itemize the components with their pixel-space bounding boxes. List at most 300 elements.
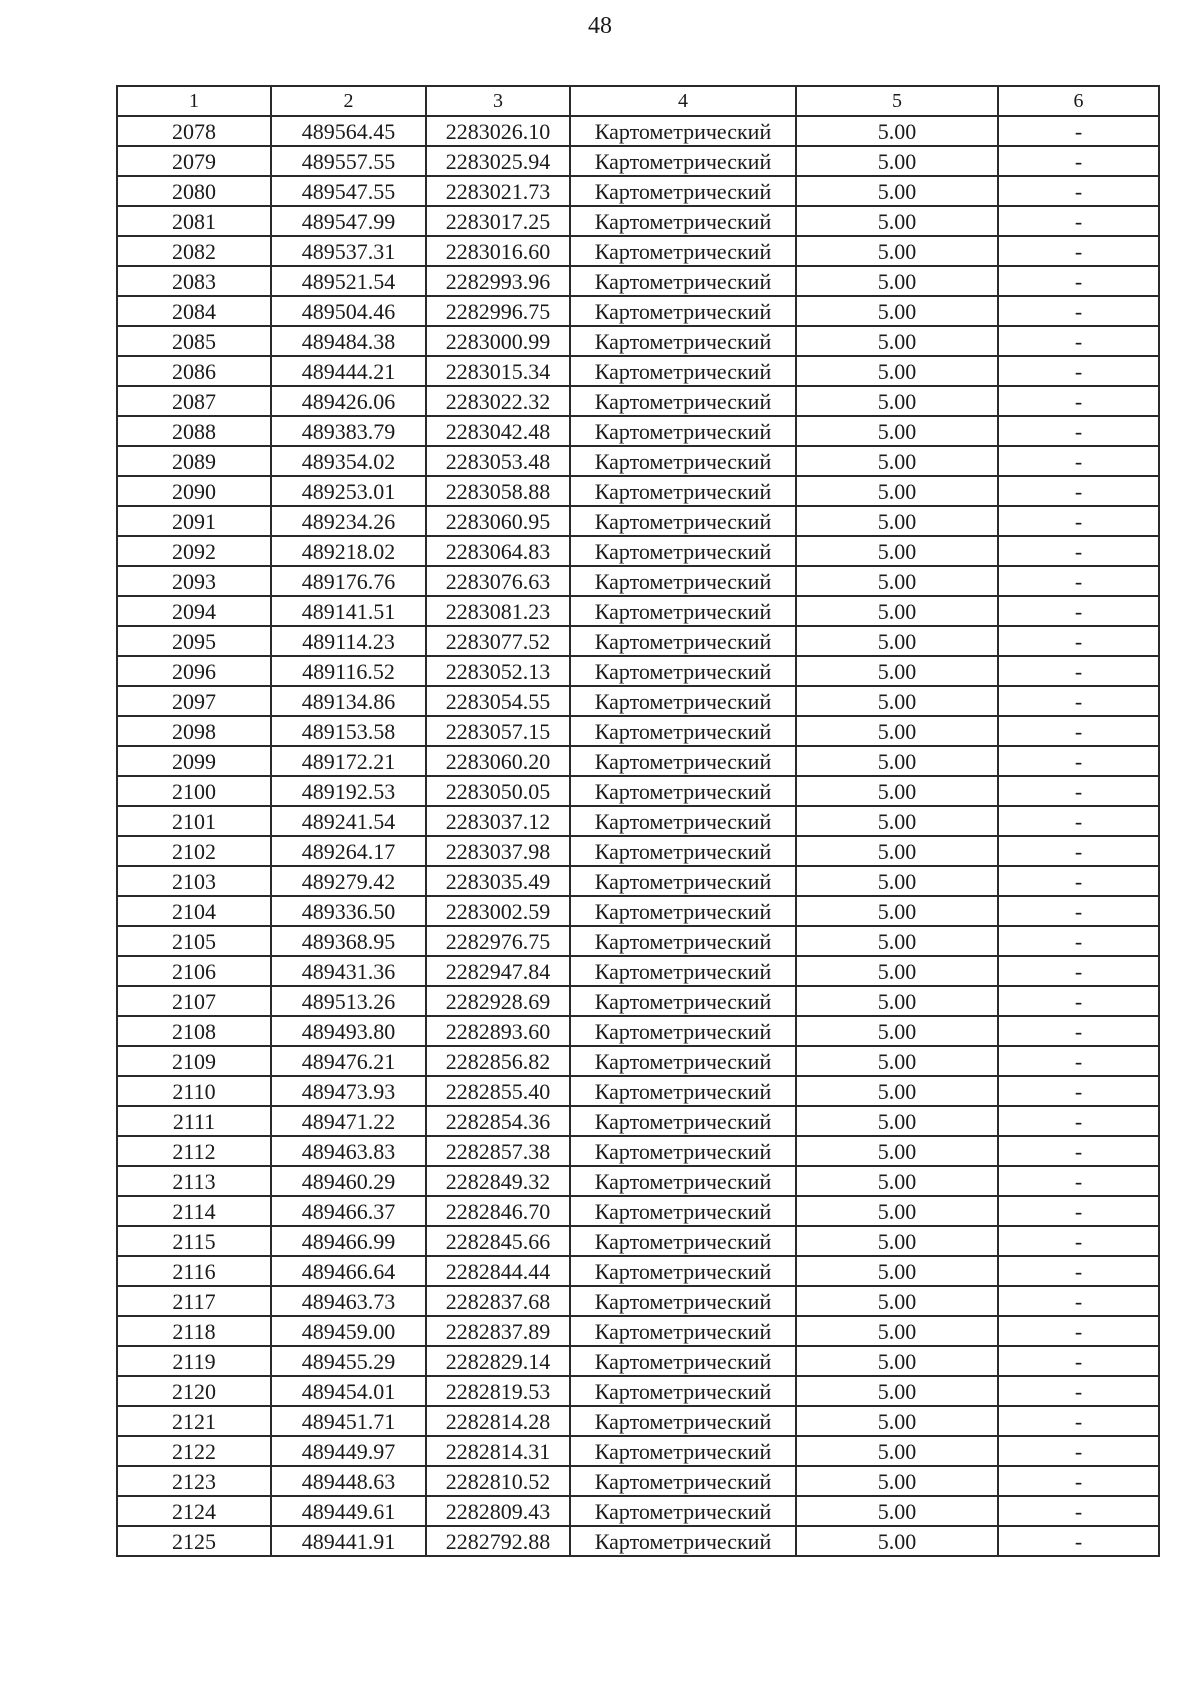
y-coordinate-cell: 2282854.36 <box>426 1106 570 1136</box>
y-coordinate-cell: 2283025.94 <box>426 146 570 176</box>
point-number-cell: 2100 <box>117 776 271 806</box>
point-number-cell: 2111 <box>117 1106 271 1136</box>
table-row <box>117 1316 1159 1346</box>
accuracy-cell: 5.00 <box>796 596 998 626</box>
description-cell: - <box>998 986 1159 1016</box>
x-coordinate-cell: 489253.01 <box>271 476 426 506</box>
accuracy-cell: 5.00 <box>796 1436 998 1466</box>
description-cell: - <box>998 1136 1159 1166</box>
y-coordinate-cell: 2282814.28 <box>426 1406 570 1436</box>
method-cell: Картометрический <box>570 656 796 686</box>
method-cell: Картометрический <box>570 386 796 416</box>
description-cell: - <box>998 1046 1159 1076</box>
table-row <box>117 1466 1159 1496</box>
method-cell: Картометрический <box>570 1466 796 1496</box>
method-cell: Картометрический <box>570 116 796 146</box>
table-body <box>117 116 1159 1556</box>
x-coordinate-cell: 489557.55 <box>271 146 426 176</box>
column-header-5: 5 <box>796 86 998 116</box>
method-cell: Картометрический <box>570 1526 796 1556</box>
y-coordinate-cell: 2283021.73 <box>426 176 570 206</box>
x-coordinate-cell: 489473.93 <box>271 1076 426 1106</box>
description-cell: - <box>998 326 1159 356</box>
column-header-6: 6 <box>998 86 1159 116</box>
method-cell: Картометрический <box>570 506 796 536</box>
table-row <box>117 866 1159 896</box>
y-coordinate-cell: 2282996.75 <box>426 296 570 326</box>
accuracy-cell: 5.00 <box>796 956 998 986</box>
x-coordinate-cell: 489383.79 <box>271 416 426 446</box>
method-cell: Картометрический <box>570 176 796 206</box>
point-number-cell: 2097 <box>117 686 271 716</box>
x-coordinate-cell: 489466.37 <box>271 1196 426 1226</box>
column-header-1: 1 <box>117 86 271 116</box>
method-cell: Картометрический <box>570 1196 796 1226</box>
table-row <box>117 896 1159 926</box>
description-cell: - <box>998 836 1159 866</box>
method-cell: Картометрический <box>570 356 796 386</box>
y-coordinate-cell: 2283002.59 <box>426 896 570 926</box>
y-coordinate-cell: 2282928.69 <box>426 986 570 1016</box>
description-cell: - <box>998 1106 1159 1136</box>
x-coordinate-cell: 489455.29 <box>271 1346 426 1376</box>
point-number-cell: 2093 <box>117 566 271 596</box>
method-cell: Картометрический <box>570 1046 796 1076</box>
table-row <box>117 776 1159 806</box>
accuracy-cell: 5.00 <box>796 686 998 716</box>
y-coordinate-cell: 2283015.34 <box>426 356 570 386</box>
table-row <box>117 1436 1159 1466</box>
accuracy-cell: 5.00 <box>796 326 998 356</box>
x-coordinate-cell: 489241.54 <box>271 806 426 836</box>
table-row <box>117 626 1159 656</box>
y-coordinate-cell: 2282810.52 <box>426 1466 570 1496</box>
accuracy-cell: 5.00 <box>796 386 998 416</box>
accuracy-cell: 5.00 <box>796 896 998 926</box>
method-cell: Картометрический <box>570 536 796 566</box>
x-coordinate-cell: 489471.22 <box>271 1106 426 1136</box>
description-cell: - <box>998 536 1159 566</box>
x-coordinate-cell: 489354.02 <box>271 446 426 476</box>
description-cell: - <box>998 866 1159 896</box>
method-cell: Картометрический <box>570 296 796 326</box>
y-coordinate-cell: 2282837.89 <box>426 1316 570 1346</box>
coordinates-table <box>116 85 1160 1557</box>
x-coordinate-cell: 489153.58 <box>271 716 426 746</box>
description-cell: - <box>998 1016 1159 1046</box>
point-number-cell: 2091 <box>117 506 271 536</box>
table-row <box>117 116 1159 146</box>
description-cell: - <box>998 1496 1159 1526</box>
method-cell: Картометрический <box>570 1016 796 1046</box>
point-number-cell: 2107 <box>117 986 271 1016</box>
description-cell: - <box>998 1166 1159 1196</box>
method-cell: Картометрический <box>570 1436 796 1466</box>
description-cell: - <box>998 1256 1159 1286</box>
x-coordinate-cell: 489537.31 <box>271 236 426 266</box>
table-row <box>117 836 1159 866</box>
accuracy-cell: 5.00 <box>796 356 998 386</box>
point-number-cell: 2123 <box>117 1466 271 1496</box>
point-number-cell: 2122 <box>117 1436 271 1466</box>
table-row <box>117 1196 1159 1226</box>
x-coordinate-cell: 489463.73 <box>271 1286 426 1316</box>
x-coordinate-cell: 489463.83 <box>271 1136 426 1166</box>
y-coordinate-cell: 2283053.48 <box>426 446 570 476</box>
accuracy-cell: 5.00 <box>796 266 998 296</box>
method-cell: Картометрический <box>570 836 796 866</box>
point-number-cell: 2116 <box>117 1256 271 1286</box>
table-row <box>117 1046 1159 1076</box>
table-row <box>117 1286 1159 1316</box>
table-row <box>117 266 1159 296</box>
point-number-cell: 2120 <box>117 1376 271 1406</box>
y-coordinate-cell: 2282976.75 <box>426 926 570 956</box>
point-number-cell: 2078 <box>117 116 271 146</box>
x-coordinate-cell: 489460.29 <box>271 1166 426 1196</box>
point-number-cell: 2087 <box>117 386 271 416</box>
x-coordinate-cell: 489279.42 <box>271 866 426 896</box>
method-cell: Картометрический <box>570 596 796 626</box>
accuracy-cell: 5.00 <box>796 206 998 236</box>
table-row <box>117 1346 1159 1376</box>
x-coordinate-cell: 489564.45 <box>271 116 426 146</box>
accuracy-cell: 5.00 <box>796 626 998 656</box>
table-row <box>117 146 1159 176</box>
accuracy-cell: 5.00 <box>796 1076 998 1106</box>
accuracy-cell: 5.00 <box>796 476 998 506</box>
description-cell: - <box>998 1076 1159 1106</box>
table-row <box>117 1166 1159 1196</box>
y-coordinate-cell: 2283037.12 <box>426 806 570 836</box>
x-coordinate-cell: 489176.76 <box>271 566 426 596</box>
point-number-cell: 2095 <box>117 626 271 656</box>
method-cell: Картометрический <box>570 926 796 956</box>
accuracy-cell: 5.00 <box>796 1196 998 1226</box>
table-row <box>117 446 1159 476</box>
description-cell: - <box>998 746 1159 776</box>
point-number-cell: 2119 <box>117 1346 271 1376</box>
point-number-cell: 2121 <box>117 1406 271 1436</box>
point-number-cell: 2081 <box>117 206 271 236</box>
x-coordinate-cell: 489449.97 <box>271 1436 426 1466</box>
x-coordinate-cell: 489521.54 <box>271 266 426 296</box>
table-row <box>117 716 1159 746</box>
table-row <box>117 476 1159 506</box>
method-cell: Картометрический <box>570 956 796 986</box>
table-row <box>117 1226 1159 1256</box>
table-row <box>117 1376 1159 1406</box>
y-coordinate-cell: 2282792.88 <box>426 1526 570 1556</box>
x-coordinate-cell: 489116.52 <box>271 656 426 686</box>
x-coordinate-cell: 489431.36 <box>271 956 426 986</box>
table-row <box>117 686 1159 716</box>
description-cell: - <box>998 1316 1159 1346</box>
point-number-cell: 2089 <box>117 446 271 476</box>
method-cell: Картометрический <box>570 806 796 836</box>
accuracy-cell: 5.00 <box>796 1286 998 1316</box>
table-row <box>117 1106 1159 1136</box>
point-number-cell: 2090 <box>117 476 271 506</box>
accuracy-cell: 5.00 <box>796 926 998 956</box>
table-row <box>117 1256 1159 1286</box>
accuracy-cell: 5.00 <box>796 506 998 536</box>
accuracy-cell: 5.00 <box>796 1016 998 1046</box>
method-cell: Картометрический <box>570 1286 796 1316</box>
table-row <box>117 806 1159 836</box>
accuracy-cell: 5.00 <box>796 1106 998 1136</box>
y-coordinate-cell: 2283042.48 <box>426 416 570 446</box>
y-coordinate-cell: 2283017.25 <box>426 206 570 236</box>
method-cell: Картометрический <box>570 566 796 596</box>
table-row <box>117 596 1159 626</box>
y-coordinate-cell: 2282837.68 <box>426 1286 570 1316</box>
table-row <box>117 1406 1159 1436</box>
column-header-3: 3 <box>426 86 570 116</box>
x-coordinate-cell: 489459.00 <box>271 1316 426 1346</box>
accuracy-cell: 5.00 <box>796 1376 998 1406</box>
y-coordinate-cell: 2283050.05 <box>426 776 570 806</box>
description-cell: - <box>998 926 1159 956</box>
method-cell: Картометрический <box>570 896 796 926</box>
method-cell: Картометрический <box>570 1076 796 1106</box>
x-coordinate-cell: 489441.91 <box>271 1526 426 1556</box>
method-cell: Картометрический <box>570 776 796 806</box>
accuracy-cell: 5.00 <box>796 1046 998 1076</box>
description-cell: - <box>998 656 1159 686</box>
method-cell: Картометрический <box>570 416 796 446</box>
point-number-cell: 2110 <box>117 1076 271 1106</box>
table-row <box>117 536 1159 566</box>
point-number-cell: 2096 <box>117 656 271 686</box>
method-cell: Картометрический <box>570 686 796 716</box>
y-coordinate-cell: 2283037.98 <box>426 836 570 866</box>
table-row <box>117 956 1159 986</box>
y-coordinate-cell: 2282845.66 <box>426 1226 570 1256</box>
x-coordinate-cell: 489454.01 <box>271 1376 426 1406</box>
x-coordinate-cell: 489449.61 <box>271 1496 426 1526</box>
description-cell: - <box>998 146 1159 176</box>
y-coordinate-cell: 2283060.95 <box>426 506 570 536</box>
x-coordinate-cell: 489172.21 <box>271 746 426 776</box>
x-coordinate-cell: 489448.63 <box>271 1466 426 1496</box>
x-coordinate-cell: 489264.17 <box>271 836 426 866</box>
table-row <box>117 236 1159 266</box>
accuracy-cell: 5.00 <box>796 416 998 446</box>
accuracy-cell: 5.00 <box>796 656 998 686</box>
method-cell: Картометрический <box>570 206 796 236</box>
point-number-cell: 2109 <box>117 1046 271 1076</box>
point-number-cell: 2083 <box>117 266 271 296</box>
x-coordinate-cell: 489141.51 <box>271 596 426 626</box>
point-number-cell: 2124 <box>117 1496 271 1526</box>
description-cell: - <box>998 386 1159 416</box>
method-cell: Картометрический <box>570 1166 796 1196</box>
y-coordinate-cell: 2282857.38 <box>426 1136 570 1166</box>
x-coordinate-cell: 489493.80 <box>271 1016 426 1046</box>
y-coordinate-cell: 2282819.53 <box>426 1376 570 1406</box>
description-cell: - <box>998 116 1159 146</box>
method-cell: Картометрический <box>570 626 796 656</box>
table-row <box>117 1016 1159 1046</box>
accuracy-cell: 5.00 <box>796 446 998 476</box>
table-row <box>117 296 1159 326</box>
method-cell: Картометрический <box>570 236 796 266</box>
x-coordinate-cell: 489466.99 <box>271 1226 426 1256</box>
point-number-cell: 2094 <box>117 596 271 626</box>
x-coordinate-cell: 489547.55 <box>271 176 426 206</box>
x-coordinate-cell: 489547.99 <box>271 206 426 236</box>
accuracy-cell: 5.00 <box>796 986 998 1016</box>
point-number-cell: 2101 <box>117 806 271 836</box>
method-cell: Картометрический <box>570 1346 796 1376</box>
description-cell: - <box>998 1226 1159 1256</box>
point-number-cell: 2125 <box>117 1526 271 1556</box>
table-row <box>117 326 1159 356</box>
point-number-cell: 2098 <box>117 716 271 746</box>
point-number-cell: 2086 <box>117 356 271 386</box>
description-cell: - <box>998 1436 1159 1466</box>
point-number-cell: 2104 <box>117 896 271 926</box>
description-cell: - <box>998 446 1159 476</box>
method-cell: Картометрический <box>570 1226 796 1256</box>
y-coordinate-cell: 2283016.60 <box>426 236 570 266</box>
x-coordinate-cell: 489336.50 <box>271 896 426 926</box>
table-row <box>117 656 1159 686</box>
y-coordinate-cell: 2282855.40 <box>426 1076 570 1106</box>
x-coordinate-cell: 489466.64 <box>271 1256 426 1286</box>
y-coordinate-cell: 2283081.23 <box>426 596 570 626</box>
accuracy-cell: 5.00 <box>796 1466 998 1496</box>
description-cell: - <box>998 1406 1159 1436</box>
description-cell: - <box>998 176 1159 206</box>
accuracy-cell: 5.00 <box>796 1256 998 1286</box>
description-cell: - <box>998 566 1159 596</box>
description-cell: - <box>998 296 1159 326</box>
x-coordinate-cell: 489368.95 <box>271 926 426 956</box>
point-number-cell: 2084 <box>117 296 271 326</box>
method-cell: Картометрический <box>570 446 796 476</box>
x-coordinate-cell: 489476.21 <box>271 1046 426 1076</box>
point-number-cell: 2105 <box>117 926 271 956</box>
accuracy-cell: 5.00 <box>796 746 998 776</box>
point-number-cell: 2079 <box>117 146 271 176</box>
description-cell: - <box>998 626 1159 656</box>
y-coordinate-cell: 2283064.83 <box>426 536 570 566</box>
column-header-2: 2 <box>271 86 426 116</box>
method-cell: Картометрический <box>570 1406 796 1436</box>
y-coordinate-cell: 2282844.44 <box>426 1256 570 1286</box>
method-cell: Картометрический <box>570 1376 796 1406</box>
accuracy-cell: 5.00 <box>796 866 998 896</box>
description-cell: - <box>998 476 1159 506</box>
accuracy-cell: 5.00 <box>796 296 998 326</box>
method-cell: Картометрический <box>570 986 796 1016</box>
x-coordinate-cell: 489134.86 <box>271 686 426 716</box>
accuracy-cell: 5.00 <box>796 1166 998 1196</box>
y-coordinate-cell: 2282893.60 <box>426 1016 570 1046</box>
y-coordinate-cell: 2282814.31 <box>426 1436 570 1466</box>
y-coordinate-cell: 2282856.82 <box>426 1046 570 1076</box>
description-cell: - <box>998 1196 1159 1226</box>
point-number-cell: 2117 <box>117 1286 271 1316</box>
point-number-cell: 2080 <box>117 176 271 206</box>
description-cell: - <box>998 1376 1159 1406</box>
method-cell: Картометрический <box>570 716 796 746</box>
y-coordinate-cell: 2283077.52 <box>426 626 570 656</box>
x-coordinate-cell: 489444.21 <box>271 356 426 386</box>
x-coordinate-cell: 489114.23 <box>271 626 426 656</box>
y-coordinate-cell: 2283026.10 <box>426 116 570 146</box>
description-cell: - <box>998 896 1159 926</box>
header-row <box>117 86 1159 116</box>
description-cell: - <box>998 266 1159 296</box>
description-cell: - <box>998 1286 1159 1316</box>
y-coordinate-cell: 2282829.14 <box>426 1346 570 1376</box>
accuracy-cell: 5.00 <box>796 116 998 146</box>
point-number-cell: 2113 <box>117 1166 271 1196</box>
y-coordinate-cell: 2282846.70 <box>426 1196 570 1226</box>
accuracy-cell: 5.00 <box>796 1406 998 1436</box>
accuracy-cell: 5.00 <box>796 146 998 176</box>
description-cell: - <box>998 1466 1159 1496</box>
accuracy-cell: 5.00 <box>796 1226 998 1256</box>
accuracy-cell: 5.00 <box>796 836 998 866</box>
accuracy-cell: 5.00 <box>796 566 998 596</box>
accuracy-cell: 5.00 <box>796 1316 998 1346</box>
table-row <box>117 506 1159 536</box>
accuracy-cell: 5.00 <box>796 1526 998 1556</box>
description-cell: - <box>998 1526 1159 1556</box>
method-cell: Картометрический <box>570 1256 796 1286</box>
description-cell: - <box>998 236 1159 266</box>
point-number-cell: 2115 <box>117 1226 271 1256</box>
description-cell: - <box>998 1346 1159 1376</box>
point-number-cell: 2118 <box>117 1316 271 1346</box>
y-coordinate-cell: 2282993.96 <box>426 266 570 296</box>
method-cell: Картометрический <box>570 1496 796 1526</box>
point-number-cell: 2088 <box>117 416 271 446</box>
point-number-cell: 2106 <box>117 956 271 986</box>
table-row <box>117 206 1159 236</box>
coordinates-table-container <box>116 85 1146 1557</box>
x-coordinate-cell: 489192.53 <box>271 776 426 806</box>
table-row <box>117 1076 1159 1106</box>
y-coordinate-cell: 2283058.88 <box>426 476 570 506</box>
method-cell: Картометрический <box>570 266 796 296</box>
method-cell: Картометрический <box>570 326 796 356</box>
method-cell: Картометрический <box>570 476 796 506</box>
y-coordinate-cell: 2283035.49 <box>426 866 570 896</box>
table-row <box>117 176 1159 206</box>
description-cell: - <box>998 356 1159 386</box>
y-coordinate-cell: 2282809.43 <box>426 1496 570 1526</box>
accuracy-cell: 5.00 <box>796 806 998 836</box>
x-coordinate-cell: 489234.26 <box>271 506 426 536</box>
table-row <box>117 566 1159 596</box>
description-cell: - <box>998 806 1159 836</box>
table-row <box>117 386 1159 416</box>
column-header-4: 4 <box>570 86 796 116</box>
method-cell: Картометрический <box>570 866 796 896</box>
table-row <box>117 986 1159 1016</box>
y-coordinate-cell: 2283076.63 <box>426 566 570 596</box>
accuracy-cell: 5.00 <box>796 1136 998 1166</box>
table-row <box>117 746 1159 776</box>
description-cell: - <box>998 596 1159 626</box>
x-coordinate-cell: 489484.38 <box>271 326 426 356</box>
method-cell: Картометрический <box>570 1106 796 1136</box>
